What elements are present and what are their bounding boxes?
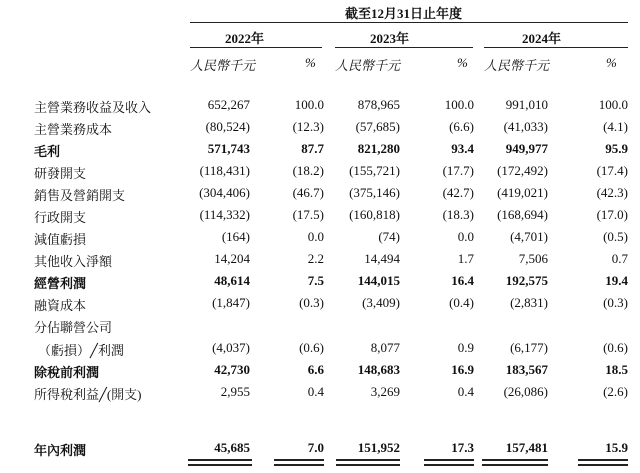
cell-2022-rmb: 14,204 xyxy=(214,251,250,266)
cell-2023-rmb: (375,146) xyxy=(349,185,400,200)
year-2023-underline xyxy=(335,47,473,48)
row-label: 所得稅利益╱(開支) xyxy=(34,387,142,402)
cell-2024-pct: (42.3) xyxy=(596,185,628,200)
row-label: 減值虧損 xyxy=(34,232,87,247)
cell-2024-rmb: (26,086) xyxy=(503,384,548,399)
cell-2023-pct: 16.9 xyxy=(451,362,474,377)
cell-2022-pct: (18.2) xyxy=(292,163,324,178)
cell-2022-pct: 87.7 xyxy=(301,141,324,156)
cell-2024-pct: 15.9 xyxy=(605,440,628,455)
cell-2022-pct: 100.0 xyxy=(294,97,324,112)
row-label: 銷售及營銷開支 xyxy=(34,188,126,203)
unit-pct-2023: % xyxy=(457,55,468,70)
row-label: （虧損）╱利潤 xyxy=(38,343,124,358)
cell-2023-rmb: 144,015 xyxy=(357,273,400,288)
total-underline-2023-pct-a xyxy=(424,459,474,461)
cell-2024-rmb: (419,021) xyxy=(497,185,548,200)
cell-2024-pct: (0.5) xyxy=(603,229,628,244)
cell-2024-rmb: (6,177) xyxy=(510,340,548,355)
cell-2022-rmb: (304,406) xyxy=(199,185,250,200)
cell-2022-pct: 7.0 xyxy=(307,440,324,455)
row-label: 毛利 xyxy=(34,144,61,159)
cell-2022-rmb: 45,685 xyxy=(214,440,250,455)
cell-2022-pct: (17.5) xyxy=(292,207,324,222)
row-label: 其他收入淨額 xyxy=(34,254,113,269)
cell-2024-rmb: 7,506 xyxy=(518,251,548,266)
row-label: 研發開支 xyxy=(34,166,87,181)
cell-2022-rmb: 42,730 xyxy=(214,362,250,377)
cell-2023-rmb: (155,721) xyxy=(349,163,400,178)
cell-2022-pct: (46.7) xyxy=(292,185,324,200)
row-label: 年內利潤 xyxy=(34,443,87,458)
cell-2024-rmb: 157,481 xyxy=(505,440,548,455)
total-underline-2023-rmb-a xyxy=(336,459,400,461)
total-underline-2024-pct-a xyxy=(578,459,628,461)
cell-2022-rmb: 2,955 xyxy=(220,384,250,399)
cell-2024-pct: (0.3) xyxy=(603,295,628,310)
total-underline-2024-rmb-b xyxy=(482,464,548,466)
total-underline-2023-rmb-b xyxy=(336,464,400,466)
total-underline-2022-pct-a xyxy=(274,459,324,461)
cell-2024-rmb: 949,977 xyxy=(505,141,548,156)
year-2022: 2022年 xyxy=(225,31,265,46)
cell-2022-pct: (0.6) xyxy=(299,340,324,355)
cell-2024-rmb: (2,831) xyxy=(510,295,548,310)
cell-2022-pct: 0.4 xyxy=(307,384,324,399)
cell-2023-pct: 100.0 xyxy=(444,97,474,112)
cell-2024-rmb: 192,575 xyxy=(505,273,548,288)
cell-2023-pct: 17.3 xyxy=(451,440,474,455)
cell-2023-rmb: 151,952 xyxy=(357,440,400,455)
cell-2022-pct: 7.5 xyxy=(307,273,324,288)
year-2022-underline xyxy=(190,47,322,48)
cell-2023-pct: 0.4 xyxy=(457,384,474,399)
row-label: 除稅前利潤 xyxy=(34,365,100,380)
cell-2022-pct: 0.0 xyxy=(307,229,324,244)
cell-2023-pct: 16.4 xyxy=(451,273,474,288)
cell-2022-rmb: (118,431) xyxy=(199,163,250,178)
cell-2024-rmb: (172,492) xyxy=(497,163,548,178)
cell-2023-pct: (18.3) xyxy=(442,207,474,222)
cell-2022-rmb: (1,847) xyxy=(212,295,250,310)
row-label: 經營利潤 xyxy=(34,276,87,291)
cell-2022-rmb: 571,743 xyxy=(207,141,250,156)
cell-2023-rmb: 3,269 xyxy=(370,384,400,399)
cell-2024-pct: 0.7 xyxy=(611,251,628,266)
period-heading: 截至12月31日止年度 xyxy=(345,6,463,21)
total-underline-2022-rmb-a xyxy=(188,459,252,461)
cell-2024-pct: (0.6) xyxy=(603,340,628,355)
cell-2022-pct: 6.6 xyxy=(307,362,324,377)
unit-rmb-2022: 人民幣千元 xyxy=(190,58,256,73)
row-label: 融資成本 xyxy=(34,298,87,313)
cell-2022-rmb: (114,332) xyxy=(199,207,250,222)
total-underline-2022-rmb-b xyxy=(188,464,252,466)
cell-2024-pct: 100.0 xyxy=(598,97,628,112)
cell-2024-pct: 95.9 xyxy=(605,141,628,156)
cell-2022-rmb: 652,267 xyxy=(207,97,250,112)
cell-2023-pct: (6.6) xyxy=(449,119,474,134)
row-label: 主營業務成本 xyxy=(34,122,113,137)
cell-2023-rmb: (3,409) xyxy=(362,295,400,310)
cell-2024-rmb: (168,694) xyxy=(497,207,548,222)
unit-pct-2022: % xyxy=(305,55,316,70)
cell-2022-rmb: (164) xyxy=(221,229,250,244)
cell-2023-rmb: 8,077 xyxy=(370,340,400,355)
cell-2023-rmb: 14,494 xyxy=(364,251,400,266)
cell-2024-rmb: 183,567 xyxy=(505,362,548,377)
cell-2022-rmb: (80,524) xyxy=(205,119,250,134)
cell-2023-rmb: (57,685) xyxy=(355,119,400,134)
cell-2024-pct: (17.4) xyxy=(596,163,628,178)
cell-2023-pct: (17.7) xyxy=(442,163,474,178)
cell-2024-rmb: (4,701) xyxy=(510,229,548,244)
cell-2022-pct: (12.3) xyxy=(292,119,324,134)
unit-pct-2024: % xyxy=(606,55,617,70)
total-underline-2022-pct-b xyxy=(274,464,324,466)
cell-2022-pct: (0.3) xyxy=(299,295,324,310)
cell-2023-pct: 93.4 xyxy=(451,141,474,156)
cell-2024-pct: 19.4 xyxy=(605,273,628,288)
cell-2024-pct: (4.1) xyxy=(603,119,628,134)
cell-2023-pct: (42.7) xyxy=(442,185,474,200)
cell-2024-rmb: 991,010 xyxy=(505,97,548,112)
year-2024-underline xyxy=(484,47,628,48)
cell-2023-pct: 1.7 xyxy=(457,251,474,266)
cell-2024-rmb: (41,033) xyxy=(503,119,548,134)
year-2023: 2023年 xyxy=(370,31,410,46)
year-2024: 2024年 xyxy=(522,31,562,46)
period-underline xyxy=(190,22,628,23)
row-label: 主營業務收益及收入 xyxy=(34,100,152,115)
cell-2023-rmb: 148,683 xyxy=(357,362,400,377)
cell-2024-pct: (2.6) xyxy=(603,384,628,399)
unit-rmb-2023: 人民幣千元 xyxy=(335,58,401,73)
cell-2022-pct: 2.2 xyxy=(307,251,324,266)
total-underline-2023-pct-b xyxy=(424,464,474,466)
cell-2022-rmb: (4,037) xyxy=(212,340,250,355)
row-label: 行政開支 xyxy=(34,210,87,225)
cell-2023-rmb: 821,280 xyxy=(357,141,400,156)
cell-2023-rmb: (160,818) xyxy=(349,207,400,222)
cell-2022-rmb: 48,614 xyxy=(214,273,250,288)
total-underline-2024-pct-b xyxy=(578,464,628,466)
cell-2023-pct: 0.9 xyxy=(457,340,474,355)
cell-2023-rmb: (74) xyxy=(378,229,400,244)
unit-rmb-2024: 人民幣千元 xyxy=(484,58,550,73)
cell-2023-pct: (0.4) xyxy=(449,295,474,310)
row-label: 分佔聯營公司 xyxy=(34,320,113,335)
cell-2023-rmb: 878,965 xyxy=(357,97,400,112)
total-underline-2024-rmb-a xyxy=(482,459,548,461)
cell-2023-pct: 0.0 xyxy=(457,229,474,244)
cell-2024-pct: (17.0) xyxy=(596,207,628,222)
cell-2024-pct: 18.5 xyxy=(605,362,628,377)
